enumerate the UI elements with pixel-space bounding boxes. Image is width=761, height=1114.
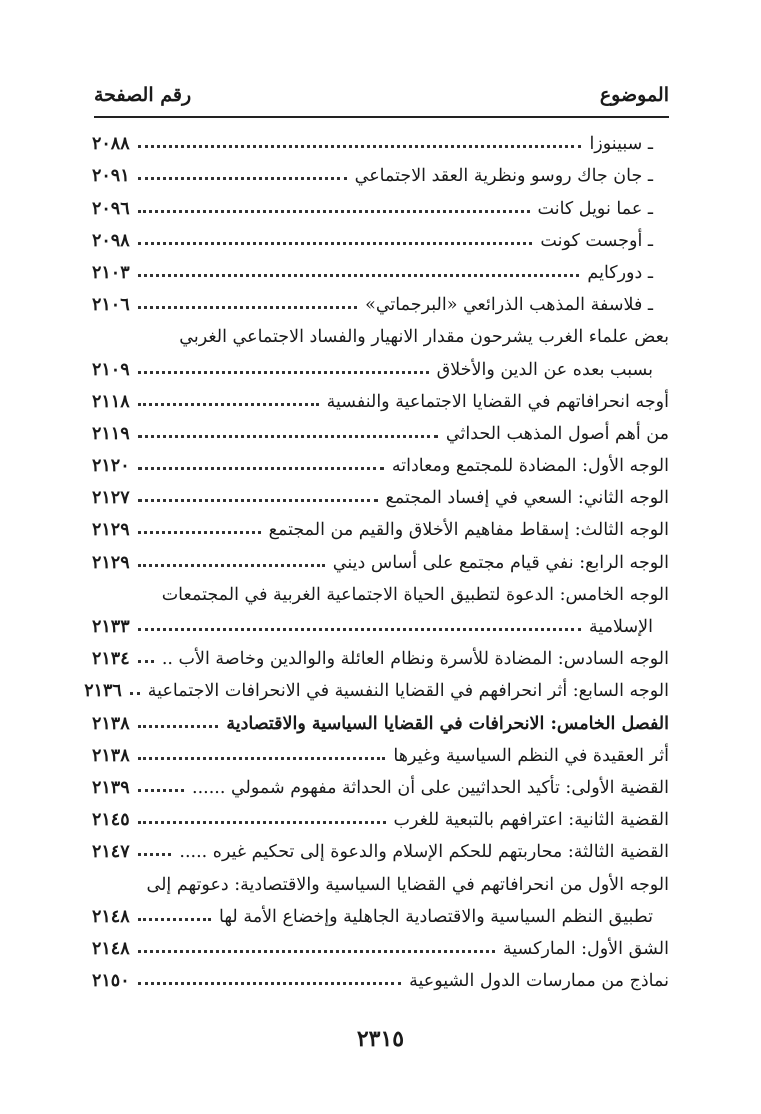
entry-title: الوجه الأول من انحرافاتهم في القضايا السياسية والاقتصادية: دعوتهم إلى [146, 874, 669, 895]
entry-page: ٢١٣٨ [92, 745, 130, 766]
dot-leader [138, 145, 582, 148]
entry-page: ٢١٥٠ [92, 971, 130, 992]
entry-title: الوجه السادس: المضادة للأسرة ونظام العائلة والوالدين وخاصة الأب .. [161, 649, 669, 670]
dot-leader [138, 531, 261, 534]
dot-leader [138, 242, 533, 245]
dot-leader [138, 950, 495, 953]
entry-title: تطبيق النظم السياسية والاقتصادية الجاهلية وإخضاع الأمة لها [219, 906, 653, 927]
entry-title: الوجه الثالث: إسقاط مفاهيم الأخلاق والقيم من المجتمع [268, 520, 669, 541]
toc-entry [84, 672, 669, 704]
toc-entry [92, 511, 669, 543]
toc-entry [92, 608, 669, 640]
entry-page: ٢٠٩٦ [92, 198, 130, 219]
entry-title: القضية الثالثة: محاربتهم للحكم الإسلام والدعوة إلى تحكيم غيره ..... [179, 842, 669, 863]
page-number: ٢٣١٥ [356, 1026, 405, 1052]
entry-title: بعض علماء الغرب يشرحون مقدار الانهيار والفساد الاجتماعي الغربي [179, 327, 669, 348]
entry-page: ٢٠٩١ [92, 166, 130, 187]
entry-page: ٢١١٨ [92, 391, 130, 412]
entry-page: ٢١٢٧ [92, 488, 130, 509]
dot-leader [138, 435, 438, 438]
entry-page: ٢١٣٩ [92, 777, 130, 798]
toc-entry [92, 447, 669, 479]
dot-leader [138, 499, 378, 502]
entry-title: ـ سبينوزا [589, 134, 653, 155]
toc-entry [92, 801, 669, 833]
toc-entry [92, 350, 669, 382]
entry-page: ٢١٤٨ [92, 906, 130, 927]
topic-column-heading: الموضوع [599, 84, 669, 106]
dot-leader [138, 628, 581, 631]
dot-leader [138, 725, 219, 728]
entry-page: ٢١٤٧ [92, 842, 130, 863]
dot-leader [138, 467, 384, 470]
toc-entry [92, 737, 669, 769]
entry-title: الوجه الأول: المضادة للمجتمع ومعاداته [391, 456, 669, 477]
entry-page: ٢١٣٨ [92, 713, 130, 734]
entry-title: الفصل الخامس: الانحرافات في القضايا السياسية والاقتصادية [226, 713, 669, 734]
entry-title: الوجه السابع: أثر انحرافهم في القضايا النفسية في الانحرافات الاجتماعية [147, 681, 669, 702]
entry-title: الإسلامية [589, 617, 653, 637]
entry-title: أوجه انحرافاتهم في القضايا الاجتماعية والنفسية [326, 391, 669, 412]
toc-entry [92, 222, 669, 254]
entry-page: ٢١٣٣ [92, 617, 130, 637]
toc-entry [92, 543, 669, 575]
dot-leader [138, 177, 347, 180]
entry-title: أثر العقيدة في النظم السياسية وغيرها [393, 745, 669, 766]
entry-page: ٢١٢٩ [92, 520, 130, 541]
entry-page: ٢١٤٥ [92, 810, 130, 831]
dot-leader [138, 757, 386, 760]
toc-entry [92, 125, 669, 157]
entry-page: ٢١١٩ [92, 423, 130, 444]
dot-leader [138, 918, 211, 921]
entry-page: ٢١٠٦ [92, 295, 130, 316]
entry-page: ٢١٢٠ [92, 456, 130, 477]
toc-entry [92, 833, 669, 865]
entry-title: القضية الأولى: تأكيد الحداثيين على أن الحداثة مفهوم شمولي ...... [192, 777, 669, 798]
toc-list [84, 125, 669, 994]
entry-page: ٢١٣٤ [92, 649, 130, 670]
entry-page: ٢١٠٩ [92, 359, 130, 380]
toc-entry [92, 898, 669, 930]
toc-chapter-entry [92, 704, 669, 736]
toc-entry [92, 865, 669, 897]
entry-title: ـ جان جاك روسو ونظرية العقد الاجتماعي [354, 166, 653, 187]
entry-title: ـ أوجست كونت [540, 230, 653, 251]
entry-title: الوجه الرابع: نفي قيام مجتمع على أساس ديني [332, 552, 669, 573]
dot-leader [138, 821, 386, 824]
toc-entry [92, 254, 669, 286]
toc-entry [92, 189, 669, 221]
dot-leader [138, 789, 184, 792]
dot-leader [138, 982, 402, 985]
entry-title: بسبب بعده عن الدين والأخلاق [436, 359, 653, 380]
entry-title: من أهم أصول المذهب الحداثي [445, 423, 669, 444]
toc-entry [92, 576, 669, 608]
dot-leader [130, 692, 140, 695]
toc-entry [92, 415, 669, 447]
toc-entry [92, 157, 669, 189]
entry-title: الوجه الخامس: الدعوة لتطبيق الحياة الاجتماعية الغربية في المجتمعات [161, 584, 669, 605]
toc-entry [92, 286, 669, 318]
dot-leader [138, 306, 358, 309]
entry-title: ـ دوركايم [587, 262, 653, 283]
entry-title: الوجه الثاني: السعي في إفساد المجتمع [385, 488, 669, 509]
toc-entry [92, 930, 669, 962]
entry-title: القضية الثانية: اعترافهم بالتبعية للغرب [393, 810, 669, 831]
dot-leader [138, 564, 325, 567]
entry-title: نماذج من ممارسات الدول الشيوعية [409, 971, 669, 992]
entry-page: ٢١٤٨ [92, 938, 130, 959]
toc-entry [92, 769, 669, 801]
toc-entry [92, 318, 669, 350]
entry-page: ٢٠٨٨ [92, 134, 130, 155]
entry-page: ٢٠٩٨ [92, 230, 130, 251]
header-rule [94, 116, 669, 118]
dot-leader [138, 403, 319, 406]
entry-title: الشق الأول: الماركسية [502, 938, 669, 959]
page-number-column-heading: رقم الصفحة [94, 84, 192, 106]
entry-title: ـ عما نويل كانت [537, 198, 653, 219]
entry-page: ٢١٢٩ [92, 552, 130, 573]
entry-page: ٢١٠٣ [92, 262, 130, 283]
dot-leader [138, 371, 429, 374]
dot-leader [138, 210, 530, 213]
toc-entry [92, 640, 669, 672]
dot-leader [138, 274, 580, 277]
dot-leader [138, 853, 172, 856]
toc-entry [92, 383, 669, 415]
dot-leader [138, 660, 154, 663]
toc-entry [92, 962, 669, 994]
table-header [94, 78, 669, 118]
entry-title: ـ فلاسفة المذهب الذرائعي «البرجماتي» [365, 295, 653, 316]
entry-page: ٢١٣٦ [84, 681, 122, 702]
toc-entry [92, 479, 669, 511]
